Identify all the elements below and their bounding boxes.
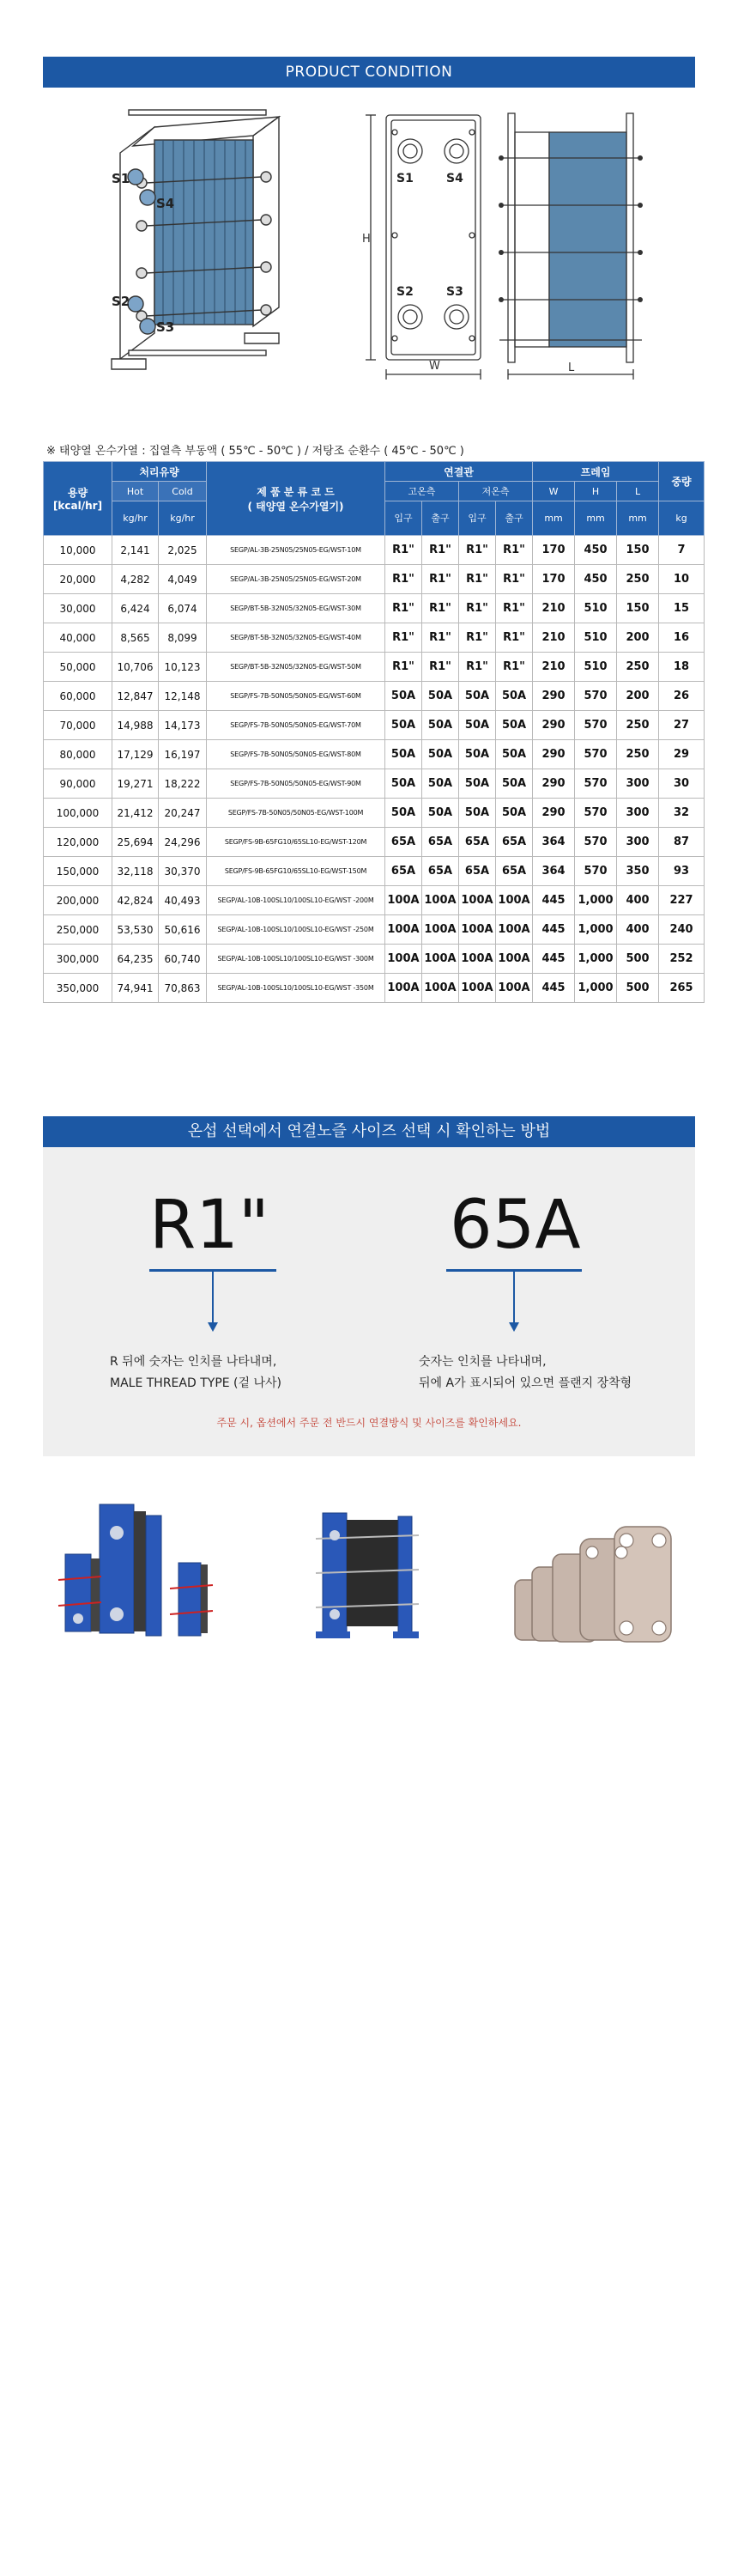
table-cell: SEGP/AL-10B-100SL10/100SL10-EG/WST -300M bbox=[207, 945, 385, 974]
col-cold-unit: kg/hr bbox=[159, 501, 207, 536]
col-product-code bbox=[207, 462, 385, 536]
table-cell: SEGP/FS-7B-50N05/50N05-EG/WST-100M bbox=[207, 799, 385, 828]
table-cell: 200,000 bbox=[44, 886, 112, 915]
col-hot: Hot bbox=[112, 482, 159, 501]
table-cell: 12,847 bbox=[112, 682, 159, 711]
front-label-s3: S3 bbox=[446, 285, 463, 299]
col-outlet-cold: 출구 bbox=[496, 501, 533, 536]
label-s3: S3 bbox=[156, 319, 175, 335]
col-h: H bbox=[575, 482, 617, 501]
table-cell: 19,271 bbox=[112, 769, 159, 799]
table-cell: 265 bbox=[659, 974, 705, 1003]
table-cell: 570 bbox=[575, 769, 617, 799]
table-cell: 20,247 bbox=[159, 799, 207, 828]
table-cell: 65A bbox=[385, 857, 422, 886]
table-cell: R1" bbox=[385, 594, 422, 623]
flange-arrow-line bbox=[513, 1272, 515, 1323]
table-cell: 170 bbox=[533, 565, 575, 594]
code-header: 제 품 분 류 코 드 bbox=[257, 485, 335, 498]
table-cell: 290 bbox=[533, 711, 575, 740]
table-cell: SEGP/FS-7B-50N05/50N05-EG/WST-90M bbox=[207, 769, 385, 799]
table-cell: R1" bbox=[422, 565, 459, 594]
col-hot-unit: kg/hr bbox=[112, 501, 159, 536]
table-cell: 93 bbox=[659, 857, 705, 886]
table-row bbox=[44, 653, 705, 682]
table-cell: 50A bbox=[385, 799, 422, 828]
table-cell: 100,000 bbox=[44, 799, 112, 828]
table-cell: SEGP/FS-9B-65FG10/65SL10-EG/WST-150M bbox=[207, 857, 385, 886]
table-cell: 445 bbox=[533, 915, 575, 945]
table-cell: 100A bbox=[496, 915, 533, 945]
table-cell: 20,000 bbox=[44, 565, 112, 594]
table-cell: 100A bbox=[422, 974, 459, 1003]
table-cell: SEGP/FS-7B-50N05/50N05-EG/WST-60M bbox=[207, 682, 385, 711]
table-cell: 50A bbox=[385, 682, 422, 711]
dimension-l-label: L bbox=[568, 361, 575, 374]
table-cell: SEGP/AL-3B-25N05/25N05-EG/WST-10M bbox=[207, 536, 385, 565]
table-cell: 50A bbox=[422, 799, 459, 828]
col-w: W bbox=[533, 482, 575, 501]
front-label-s4: S4 bbox=[446, 172, 463, 185]
table-cell: 400 bbox=[617, 886, 659, 915]
col-l-unit: mm bbox=[617, 501, 659, 536]
col-weight: 중량 bbox=[659, 462, 705, 501]
table-cell: 4,049 bbox=[159, 565, 207, 594]
col-w-unit: mm bbox=[533, 501, 575, 536]
table-cell: 570 bbox=[575, 857, 617, 886]
table-cell: 30,000 bbox=[44, 594, 112, 623]
table-cell: 74,941 bbox=[112, 974, 159, 1003]
table-cell: R1" bbox=[459, 623, 496, 653]
label-s2: S2 bbox=[112, 294, 130, 309]
table-cell: 21,412 bbox=[112, 799, 159, 828]
table-cell: SEGP/AL-10B-100SL10/100SL10-EG/WST -200M bbox=[207, 886, 385, 915]
col-inlet-hot: 입구 bbox=[385, 501, 422, 536]
table-cell: 400 bbox=[617, 915, 659, 945]
table-cell: R1" bbox=[496, 653, 533, 682]
table-cell: 40,000 bbox=[44, 623, 112, 653]
table-cell: 364 bbox=[533, 828, 575, 857]
table-cell: 510 bbox=[575, 623, 617, 653]
table-cell: 50A bbox=[496, 740, 533, 769]
table-cell: 210 bbox=[533, 653, 575, 682]
table-cell: 50,616 bbox=[159, 915, 207, 945]
table-cell: 445 bbox=[533, 974, 575, 1003]
table-cell: 42,824 bbox=[112, 886, 159, 915]
col-frame: 프레임 bbox=[533, 462, 659, 482]
table-cell: 570 bbox=[575, 828, 617, 857]
table-cell: 50A bbox=[496, 799, 533, 828]
table-cell: 2,141 bbox=[112, 536, 159, 565]
order-warning-text: 주문 시, 옵션에서 주문 전 반드시 연결방식 및 사이즈를 확인하세요. bbox=[216, 1417, 522, 1429]
table-cell: 16,197 bbox=[159, 740, 207, 769]
table-cell: 25,694 bbox=[112, 828, 159, 857]
table-cell: 350 bbox=[617, 857, 659, 886]
table-cell: 200 bbox=[617, 623, 659, 653]
table-cell: 100A bbox=[385, 974, 422, 1003]
table-cell: 8,099 bbox=[159, 623, 207, 653]
thread-explanation-line2: MALE THREAD TYPE (겉 나사) bbox=[110, 1376, 281, 1390]
table-cell: 65A bbox=[385, 828, 422, 857]
table-cell: 450 bbox=[575, 565, 617, 594]
table-cell: 150 bbox=[617, 594, 659, 623]
table-cell: 1,000 bbox=[575, 886, 617, 915]
table-cell: 50A bbox=[385, 769, 422, 799]
table-cell: 15 bbox=[659, 594, 705, 623]
table-cell: 87 bbox=[659, 828, 705, 857]
table-cell: SEGP/BT-5B-32N05/32N05-EG/WST-50M bbox=[207, 653, 385, 682]
col-cold: Cold bbox=[159, 482, 207, 501]
nozzle-size-guide-panel bbox=[43, 1147, 695, 1456]
table-cell: 570 bbox=[575, 711, 617, 740]
table-cell: 16 bbox=[659, 623, 705, 653]
thread-arrow-line bbox=[212, 1272, 214, 1323]
flange-explanation-line1: 숫자는 인치를 나타내며, bbox=[419, 1355, 547, 1369]
table-cell: 27 bbox=[659, 711, 705, 740]
table-cell: 32,118 bbox=[112, 857, 159, 886]
table-cell: 50A bbox=[459, 711, 496, 740]
table-cell: 8,565 bbox=[112, 623, 159, 653]
table-cell: R1" bbox=[422, 536, 459, 565]
table-cell: 100A bbox=[385, 945, 422, 974]
col-cold-side: 저온측 bbox=[459, 482, 533, 501]
table-cell: 29 bbox=[659, 740, 705, 769]
thread-explanation bbox=[110, 1352, 281, 1394]
table-cell: 100A bbox=[422, 886, 459, 915]
table-row bbox=[44, 945, 705, 974]
heat-exchanger-front-view-diagram bbox=[360, 106, 489, 381]
col-weight-unit: kg bbox=[659, 501, 705, 536]
table-cell: 60,000 bbox=[44, 682, 112, 711]
front-label-s1: S1 bbox=[396, 172, 414, 185]
section-title-product-condition: PRODUCT CONDITION bbox=[43, 57, 695, 88]
table-row bbox=[44, 623, 705, 653]
capacity-header: 용량 bbox=[67, 487, 88, 499]
table-cell: 50A bbox=[422, 769, 459, 799]
table-cell: 18 bbox=[659, 653, 705, 682]
heat-exchanger-side-view-diagram bbox=[498, 106, 652, 381]
table-cell: 14,988 bbox=[112, 711, 159, 740]
table-cell: 510 bbox=[575, 594, 617, 623]
table-cell: 300,000 bbox=[44, 945, 112, 974]
table-row bbox=[44, 886, 705, 915]
table-cell: 120,000 bbox=[44, 828, 112, 857]
table-cell: 100A bbox=[459, 945, 496, 974]
table-cell: 1,000 bbox=[575, 945, 617, 974]
col-hot-side: 고온측 bbox=[385, 482, 459, 501]
table-cell: R1" bbox=[459, 565, 496, 594]
table-cell: 50A bbox=[422, 682, 459, 711]
table-cell: 32 bbox=[659, 799, 705, 828]
table-cell: R1" bbox=[496, 536, 533, 565]
table-cell: 570 bbox=[575, 682, 617, 711]
table-cell: 100A bbox=[496, 974, 533, 1003]
section-title-nozzle-guide: 온섭 선택에서 연결노즐 사이즈 선택 시 확인하는 방법 bbox=[43, 1116, 695, 1147]
col-l: L bbox=[617, 482, 659, 501]
table-cell: 10,000 bbox=[44, 536, 112, 565]
table-row bbox=[44, 536, 705, 565]
table-cell: 70,863 bbox=[159, 974, 207, 1003]
table-cell: 65A bbox=[496, 828, 533, 857]
table-cell: 300 bbox=[617, 799, 659, 828]
table-row bbox=[44, 974, 705, 1003]
table-row bbox=[44, 682, 705, 711]
table-cell: 290 bbox=[533, 682, 575, 711]
table-cell: R1" bbox=[385, 653, 422, 682]
arrow-down-icon bbox=[509, 1322, 519, 1332]
col-outlet-hot: 출구 bbox=[422, 501, 459, 536]
table-cell: 450 bbox=[575, 536, 617, 565]
table-cell: 4,282 bbox=[112, 565, 159, 594]
table-cell: 250 bbox=[617, 565, 659, 594]
table-cell: 570 bbox=[575, 799, 617, 828]
table-cell: 50A bbox=[422, 740, 459, 769]
table-cell: 250,000 bbox=[44, 915, 112, 945]
table-cell: 300 bbox=[617, 769, 659, 799]
dimension-h-label: H bbox=[362, 233, 371, 246]
capacity-unit-header: [kcal/hr] bbox=[52, 500, 103, 512]
table-cell: 1,000 bbox=[575, 974, 617, 1003]
label-s4: S4 bbox=[156, 196, 175, 211]
table-cell: 100A bbox=[459, 886, 496, 915]
table-cell: 200 bbox=[617, 682, 659, 711]
table-cell: 50A bbox=[385, 740, 422, 769]
product-photo-frame-unit bbox=[299, 1504, 436, 1650]
table-cell: SEGP/BT-5B-32N05/32N05-EG/WST-40M bbox=[207, 623, 385, 653]
table-cell: 50A bbox=[496, 682, 533, 711]
table-cell: 30 bbox=[659, 769, 705, 799]
table-cell: 64,235 bbox=[112, 945, 159, 974]
table-cell: 50A bbox=[496, 711, 533, 740]
table-cell: 65A bbox=[422, 828, 459, 857]
table-cell: 14,173 bbox=[159, 711, 207, 740]
table-cell: SEGP/AL-3B-25N05/25N05-EG/WST-20M bbox=[207, 565, 385, 594]
table-cell: SEGP/AL-10B-100SL10/100SL10-EG/WST -350M bbox=[207, 974, 385, 1003]
table-cell: R1" bbox=[422, 653, 459, 682]
table-cell: R1" bbox=[385, 623, 422, 653]
table-row bbox=[44, 740, 705, 769]
col-h-unit: mm bbox=[575, 501, 617, 536]
table-cell: 100A bbox=[422, 915, 459, 945]
table-cell: R1" bbox=[385, 565, 422, 594]
table-cell: 100A bbox=[459, 974, 496, 1003]
thread-explanation-line1: R 뒤에 숫자는 인치를 나타내며, bbox=[110, 1355, 277, 1369]
table-cell: 510 bbox=[575, 653, 617, 682]
table-row bbox=[44, 857, 705, 886]
table-cell: SEGP/FS-7B-50N05/50N05-EG/WST-70M bbox=[207, 711, 385, 740]
table-cell: 252 bbox=[659, 945, 705, 974]
table-cell: R1" bbox=[459, 594, 496, 623]
table-cell: 445 bbox=[533, 886, 575, 915]
table-cell: 24,296 bbox=[159, 828, 207, 857]
table-cell: 30,370 bbox=[159, 857, 207, 886]
table-cell: 50A bbox=[459, 769, 496, 799]
flange-explanation-line2: 뒤에 A가 표시되어 있으면 플랜지 장착형 bbox=[419, 1376, 632, 1390]
table-cell: 7 bbox=[659, 536, 705, 565]
table-cell: 80,000 bbox=[44, 740, 112, 769]
table-cell: 50A bbox=[459, 682, 496, 711]
table-cell: R1" bbox=[459, 653, 496, 682]
arrow-down-icon bbox=[208, 1322, 218, 1332]
table-cell: 100A bbox=[459, 915, 496, 945]
table-cell: 18,222 bbox=[159, 769, 207, 799]
table-cell: 500 bbox=[617, 945, 659, 974]
table-cell: 60,740 bbox=[159, 945, 207, 974]
flange-symbol-65a: 65A bbox=[450, 1187, 581, 1264]
table-cell: R1" bbox=[422, 623, 459, 653]
table-cell: 150 bbox=[617, 536, 659, 565]
table-cell: 50A bbox=[459, 740, 496, 769]
table-row bbox=[44, 594, 705, 623]
table-cell: 50A bbox=[385, 711, 422, 740]
table-cell: 1,000 bbox=[575, 915, 617, 945]
table-cell: 50A bbox=[459, 799, 496, 828]
table-cell: R1" bbox=[496, 594, 533, 623]
table-cell: 90,000 bbox=[44, 769, 112, 799]
table-cell: R1" bbox=[385, 536, 422, 565]
table-cell: 26 bbox=[659, 682, 705, 711]
dimension-w-label: W bbox=[429, 360, 440, 373]
table-cell: 100A bbox=[496, 945, 533, 974]
table-cell: 364 bbox=[533, 857, 575, 886]
table-cell: R1" bbox=[422, 594, 459, 623]
table-cell: 50A bbox=[496, 769, 533, 799]
table-cell: 100A bbox=[496, 886, 533, 915]
table-cell: 290 bbox=[533, 740, 575, 769]
table-cell: 10 bbox=[659, 565, 705, 594]
code-sub-header: ( 태양열 온수가열기) bbox=[247, 500, 344, 513]
product-photo-blue-units bbox=[50, 1494, 221, 1649]
product-photo-plates bbox=[506, 1520, 678, 1657]
col-inlet-cold: 입구 bbox=[459, 501, 496, 536]
product-spec-table bbox=[43, 461, 705, 1003]
col-capacity bbox=[44, 462, 112, 536]
table-cell: 350,000 bbox=[44, 974, 112, 1003]
table-cell: 250 bbox=[617, 740, 659, 769]
table-cell: 240 bbox=[659, 915, 705, 945]
table-cell: 50,000 bbox=[44, 653, 112, 682]
table-cell: SEGP/BT-5B-32N05/32N05-EG/WST-30M bbox=[207, 594, 385, 623]
table-cell: 100A bbox=[385, 915, 422, 945]
table-cell: 210 bbox=[533, 623, 575, 653]
table-cell: R1" bbox=[496, 565, 533, 594]
col-connection: 연결관 bbox=[385, 462, 533, 482]
table-row bbox=[44, 565, 705, 594]
table-cell: 53,530 bbox=[112, 915, 159, 945]
table-cell: 6,074 bbox=[159, 594, 207, 623]
table-cell: R1" bbox=[496, 623, 533, 653]
table-cell: 227 bbox=[659, 886, 705, 915]
table-row bbox=[44, 799, 705, 828]
table-cell: 2,025 bbox=[159, 536, 207, 565]
table-cell: 250 bbox=[617, 711, 659, 740]
table-cell: 150,000 bbox=[44, 857, 112, 886]
table-cell: 210 bbox=[533, 594, 575, 623]
thread-symbol-r1: R1" bbox=[149, 1187, 269, 1264]
table-cell: R1" bbox=[459, 536, 496, 565]
table-row bbox=[44, 711, 705, 740]
front-label-s2: S2 bbox=[396, 285, 414, 299]
table-cell: 50A bbox=[422, 711, 459, 740]
table-cell: 65A bbox=[496, 857, 533, 886]
table-cell: 6,424 bbox=[112, 594, 159, 623]
table-cell: 12,148 bbox=[159, 682, 207, 711]
table-cell: 445 bbox=[533, 945, 575, 974]
table-cell: 250 bbox=[617, 653, 659, 682]
table-cell: 290 bbox=[533, 799, 575, 828]
col-flow: 처리유량 bbox=[112, 462, 207, 482]
table-cell: 10,123 bbox=[159, 653, 207, 682]
flange-explanation bbox=[419, 1352, 632, 1394]
table-cell: 40,493 bbox=[159, 886, 207, 915]
table-cell: SEGP/FS-9B-65FG10/65SL10-EG/WST-120M bbox=[207, 828, 385, 857]
table-cell: 100A bbox=[422, 945, 459, 974]
table-cell: SEGP/FS-7B-50N05/50N05-EG/WST-80M bbox=[207, 740, 385, 769]
table-cell: 290 bbox=[533, 769, 575, 799]
table-row bbox=[44, 828, 705, 857]
table-cell: 10,706 bbox=[112, 653, 159, 682]
table-cell: 65A bbox=[459, 828, 496, 857]
table-cell: 570 bbox=[575, 740, 617, 769]
table-cell: 300 bbox=[617, 828, 659, 857]
table-cell: SEGP/AL-10B-100SL10/100SL10-EG/WST -250M bbox=[207, 915, 385, 945]
table-cell: 170 bbox=[533, 536, 575, 565]
table-cell: 65A bbox=[459, 857, 496, 886]
heat-exchanger-isometric-diagram bbox=[94, 101, 300, 376]
label-s1: S1 bbox=[112, 171, 130, 186]
table-cell: 17,129 bbox=[112, 740, 159, 769]
table-cell: 65A bbox=[422, 857, 459, 886]
table-cell: 70,000 bbox=[44, 711, 112, 740]
table-row bbox=[44, 769, 705, 799]
table-row bbox=[44, 915, 705, 945]
table-cell: 500 bbox=[617, 974, 659, 1003]
table-cell: 100A bbox=[385, 886, 422, 915]
solar-heating-note: ※ 태양열 온수가열 : 집열측 부동액 ( 55℃ - 50℃ ) / 저탕조 순환수 ( 45℃ - 50℃ ) bbox=[46, 445, 464, 458]
